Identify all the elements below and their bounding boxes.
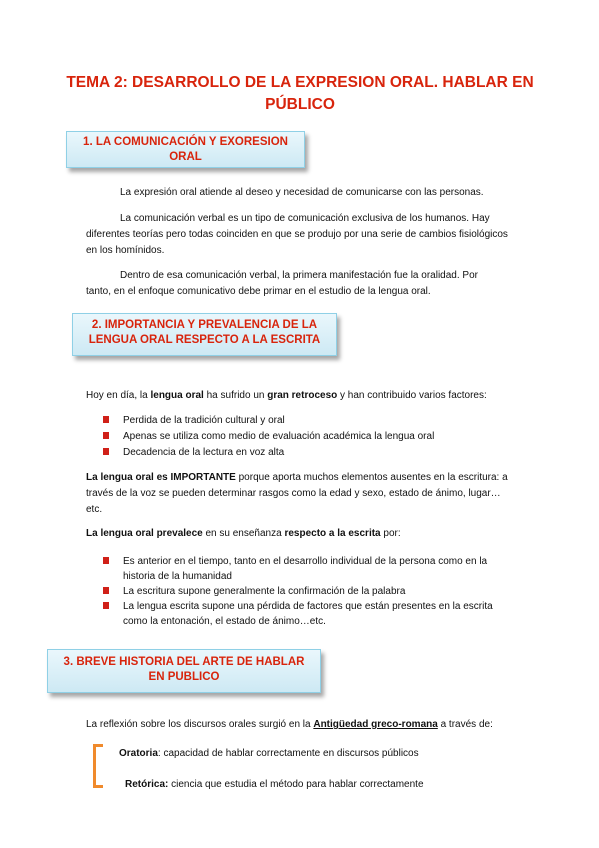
section-1-line-1: 1. LA COMUNICACIÓN Y EXORESION	[83, 136, 288, 148]
bullet-icon	[103, 416, 109, 423]
list-item: La lengua escrita supone una pérdida de factores que están presentes en la escrita como la entonación, el estado de ánimo…etc.	[103, 599, 533, 629]
section-1-line-2: ORAL	[169, 151, 202, 163]
title-line-1: TEMA 2: DESARROLLO DE LA EXPRESION ORAL. HABLAR EN	[66, 74, 534, 91]
bullet-icon	[103, 432, 109, 439]
retorica-definition: Retórica: ciencia que estudia el método para hablar correctamente	[125, 779, 424, 790]
section-3-line-1: 3. BREVE HISTORIA DEL ARTE DE HABLAR	[63, 656, 305, 668]
bullet-icon	[103, 557, 109, 564]
title-line-2: PÚBLICO	[265, 96, 335, 113]
s1-paragraph-2: La comunicación verbal es un tipo de comunicación exclusiva de los humanos. Hay diferentes teorías pero todas coinciden en que se produjo por una serie de cambios fisiológicos en los homínidos.	[86, 213, 508, 256]
bullet-icon	[103, 602, 109, 609]
s3-intro: La reflexión sobre los discursos orales surgió en la Antigüedad greco-romana a través de:	[86, 719, 493, 730]
section-3-line-2: EN PUBLICO	[148, 671, 220, 683]
list-item: Apenas se utiliza como medio de evaluación académica la lengua oral	[103, 429, 523, 444]
bullet-icon	[103, 448, 109, 455]
oratoria-definition: Oratoria: capacidad de hablar correctamente en discursos públicos	[119, 748, 419, 759]
page-title	[60, 72, 540, 116]
list-item: La escritura supone generalmente la confirmación de la palabra	[103, 584, 533, 599]
s1-paragraph-1: La expresión oral atiende al deseo y necesidad de comunicarse con las personas.	[120, 187, 484, 198]
section-3-heading	[47, 649, 321, 693]
bullet-icon	[103, 587, 109, 594]
list-item: Decadencia de la lectura en voz alta	[103, 445, 523, 460]
section-1-heading	[66, 131, 305, 168]
section-2-heading	[72, 313, 337, 356]
bracket-icon	[93, 744, 103, 788]
s2-intro: Hoy en día, la lengua oral ha sufrido un gran retroceso y han contribuido varios factores:	[86, 390, 487, 401]
list-item: Perdida de la tradición cultural y oral	[103, 413, 523, 428]
s2-prevalence-intro: La lengua oral prevalece en su enseñanza respecto a la escrita por:	[86, 528, 401, 539]
section-2-line-2: LENGUA ORAL RESPECTO A LA ESCRITA	[88, 334, 321, 346]
list-item: Es anterior en el tiempo, tanto en el desarrollo individual de la persona como en la historia de la humanidad	[103, 554, 533, 584]
section-2-line-1: 2. IMPORTANCIA Y PREVALENCIA DE LA	[91, 319, 318, 331]
s2-importance-paragraph: La lengua oral es IMPORTANTE porque aporta muchos elementos ausentes en la escritura: a través de la voz se pueden determinar rasgos como la edad y sexo, estado de ánimo, lugar…etc.	[86, 472, 508, 515]
s1-paragraph-3: Dentro de esa comunicación verbal, la primera manifestación fue la oralidad. Por tanto, en el enfoque comunicativo debe primar en el estudio de la lengua oral.	[86, 270, 478, 297]
